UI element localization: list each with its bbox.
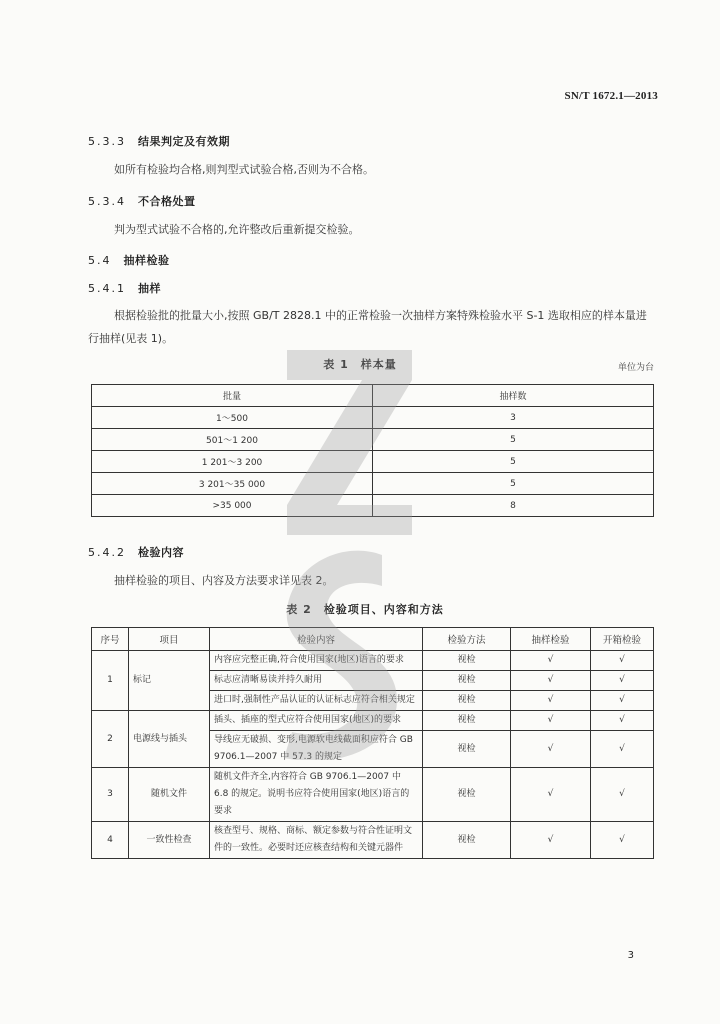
check-mark-icon: √: [511, 691, 591, 711]
row-content: 随机文件齐全,内容符合 GB 9706.1—2007 中 6.8 的规定。说明书应符合使用国家(地区)语言的要求: [210, 768, 423, 822]
section-5-4-heading: [88, 252, 170, 268]
section-5-3-4-heading: [88, 193, 196, 209]
check-mark-icon: √: [591, 711, 654, 731]
row-method: 视检: [423, 651, 511, 671]
table-cell: 5: [373, 429, 654, 451]
check-mark-icon: √: [511, 731, 591, 768]
section-5-4-2-text: 抽样检验的项目、内容及方法要求详见表 2。: [114, 574, 334, 587]
section-number: 5.4.2: [88, 546, 126, 559]
table1-unit: 单位为台: [617, 363, 654, 373]
row-number: 1: [92, 651, 129, 711]
check-mark-icon: √: [591, 822, 654, 859]
check-mark-icon: √: [591, 768, 654, 822]
check-mark-icon: √: [591, 731, 654, 768]
section-5-4-1-text: 根据检验批的批量大小,按照 GB/T 2828.1 中的正常检验一次抽样方案特殊检验水平 S-1 选取相应的样本量进行抽样(见表 1)。: [88, 309, 647, 345]
section-title: 不合格处置: [138, 195, 196, 208]
section-5-4-1-heading: [88, 280, 161, 296]
row-content: 插头、插座的型式应符合使用国家(地区)的要求: [210, 711, 423, 731]
column-header: 序号: [92, 628, 129, 651]
table1: [91, 384, 654, 517]
table-header-row: [92, 385, 654, 407]
section-number: 5.3.4: [88, 195, 126, 208]
check-mark-icon: √: [511, 651, 591, 671]
row-content: 核查型号、规格、商标、额定参数与符合性证明文件的一致性。必要时还应核查结构和关键元器件: [210, 822, 423, 859]
table-row: [92, 651, 654, 671]
row-number: 2: [92, 711, 129, 768]
section-5-3-3-text: 如所有检验均合格,则判型式试验合格,否则为不合格。: [114, 163, 374, 176]
column-header: 项目: [129, 628, 210, 651]
table-row: [92, 495, 654, 517]
section-5-3-4-text: 判为型式试验不合格的,允许整改后重新提交检验。: [114, 223, 360, 236]
table-cell: 5: [373, 473, 654, 495]
row-method: 视检: [423, 731, 511, 768]
table1-caption: 表 1 样本量: [323, 358, 397, 371]
table-row: [92, 407, 654, 429]
check-mark-icon: √: [511, 671, 591, 691]
row-content: 标志应清晰易读并持久耐用: [210, 671, 423, 691]
section-title: 检验内容: [138, 546, 184, 559]
table-row: [92, 429, 654, 451]
table-row: [92, 822, 654, 859]
row-content: 导线应无破损、变形,电源软电线截面积应符合 GB 9706.1—2007 中 57.3 的规定: [210, 731, 423, 768]
table-row: [92, 473, 654, 495]
check-mark-icon: √: [591, 671, 654, 691]
table-cell: 3: [373, 407, 654, 429]
check-mark-icon: √: [591, 651, 654, 671]
table-cell: 1 201～3 200: [92, 451, 373, 473]
column-header: 批量: [92, 385, 373, 407]
row-method: 视检: [423, 691, 511, 711]
table-cell: 501～1 200: [92, 429, 373, 451]
check-mark-icon: √: [511, 822, 591, 859]
section-5-3-3-heading: [88, 133, 230, 149]
table-cell: 1～500: [92, 407, 373, 429]
table-row: [92, 768, 654, 822]
section-title: 抽样检验: [123, 254, 170, 267]
page-number: 3: [627, 950, 634, 961]
row-content: 进口时,强制性产品认证的认证标志应符合相关规定: [210, 691, 423, 711]
table-cell: 3 201～35 000: [92, 473, 373, 495]
check-mark-icon: √: [591, 691, 654, 711]
column-header: 抽样数: [373, 385, 654, 407]
row-item: 一致性检查: [129, 822, 210, 859]
table-row: [92, 451, 654, 473]
row-number: 4: [92, 822, 129, 859]
row-method: 视检: [423, 822, 511, 859]
section-title: 结果判定及有效期: [138, 135, 230, 148]
section-title: 抽样: [138, 282, 161, 295]
section-5-4-2-heading: [88, 544, 184, 560]
column-header: 检验方法: [423, 628, 511, 651]
section-number: 5.4: [88, 254, 112, 267]
row-method: 视检: [423, 711, 511, 731]
column-header: 抽样检验: [511, 628, 591, 651]
table2: [91, 627, 654, 859]
table-cell: 5: [373, 451, 654, 473]
row-number: 3: [92, 768, 129, 822]
row-content: 内容应完整正确,符合使用国家(地区)语言的要求: [210, 651, 423, 671]
row-method: 视检: [423, 768, 511, 822]
table-header-row: [92, 628, 654, 651]
doc-number: SN/T 1672.1—2013: [564, 90, 658, 102]
section-number: 5.4.1: [88, 282, 126, 295]
table-cell: >35 000: [92, 495, 373, 517]
row-method: 视检: [423, 671, 511, 691]
column-header: 开箱检验: [591, 628, 654, 651]
table-cell: 8: [373, 495, 654, 517]
table2-caption: 表 2 检验项目、内容和方法: [286, 603, 444, 616]
column-header: 检验内容: [210, 628, 423, 651]
check-mark-icon: √: [511, 711, 591, 731]
section-number: 5.3.3: [88, 135, 126, 148]
check-mark-icon: √: [511, 768, 591, 822]
row-item: 电源线与插头: [129, 711, 210, 768]
row-item: 标记: [129, 651, 210, 711]
row-item: 随机文件: [129, 768, 210, 822]
table-row: [92, 711, 654, 731]
